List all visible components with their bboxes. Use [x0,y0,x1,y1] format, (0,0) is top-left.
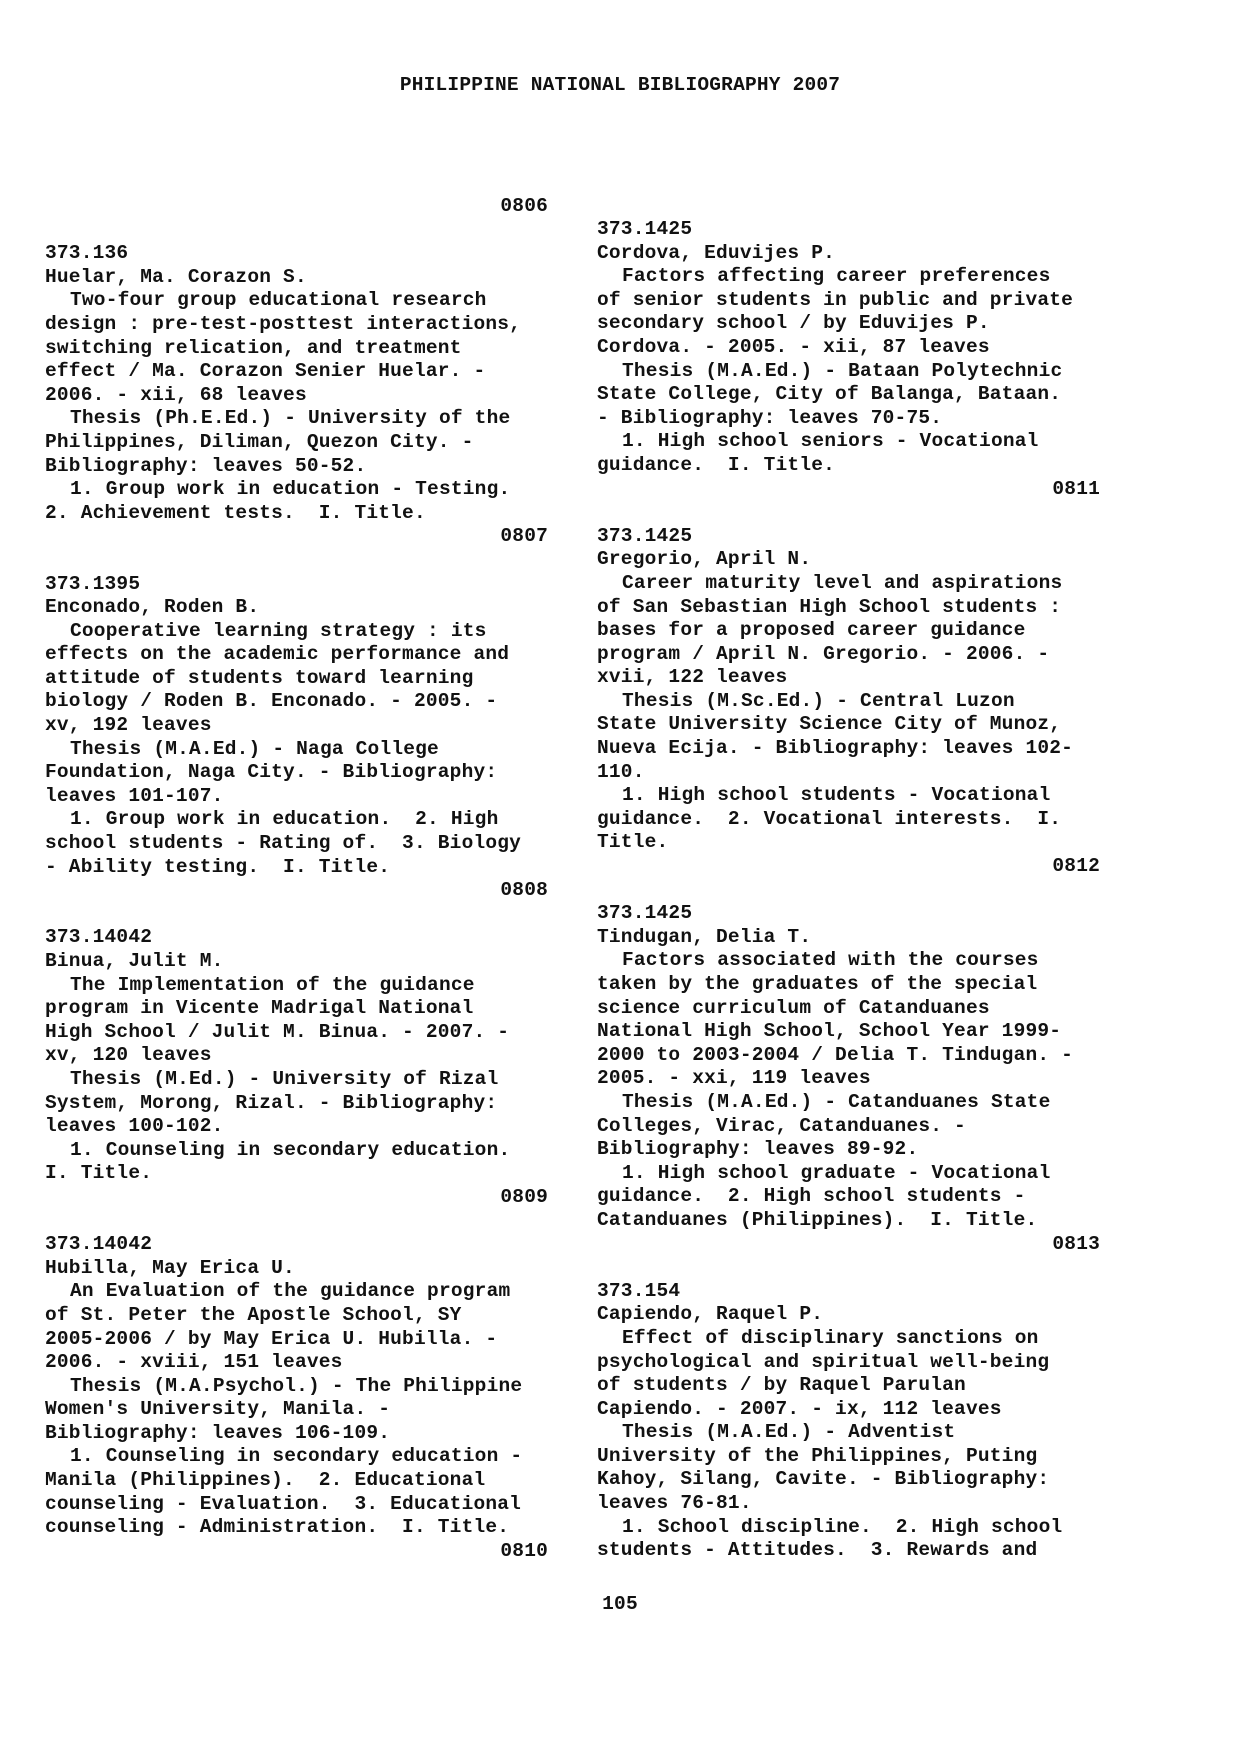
entry-line: science curriculum of Catanduanes [597,996,990,1019]
entry-line: counseling - Evaluation. 3. Educational [45,1492,522,1515]
entry-line: Women's University, Manila. - [45,1398,391,1421]
bibliography-entry [45,242,548,549]
bibliography-entry [597,218,1100,501]
entry-line: guidance. I. Title. [597,453,836,476]
entry-number: 0812 [1052,855,1100,878]
author-name: Tindugan, Delia T. [597,925,812,948]
entry-line: xv, 192 leaves [45,714,212,737]
entry-line: of students / by Raquel Parulan [597,1374,966,1397]
page-number: 105 [602,1593,638,1615]
entry-line: attitude of students toward learning [45,666,474,689]
entry-line: The Implementation of the guidance [70,973,475,996]
entry-line: 2005. - xxi, 119 leaves [597,1067,871,1090]
entry-line: National High School, School Year 1999- [597,1020,1062,1043]
entry-line: An Evaluation of the guidance program [70,1280,511,1303]
entry-line: leaves 101-107. [45,784,224,807]
author-name: Cordova, Eduvijes P. [597,241,836,264]
entry-line: switching relication, and treatment [45,336,462,359]
entry-line: effects on the academic performance and [45,643,510,666]
author-name: Binua, Julit M. [45,950,224,972]
entry-line: Factors associated with the courses [622,949,1039,972]
bibliography-entry [597,902,1100,1256]
entry-line: bases for a proposed career guidance [597,619,1026,642]
entry-line: psychological and spiritual well-being [597,1350,1050,1373]
entry-line: 1. School discipline. 2. High school [622,1515,1063,1538]
entry-line: Factors affecting career preferences [622,265,1051,288]
entry-line: 1. High school seniors - Vocational [622,430,1039,453]
left-entries [45,242,548,1563]
entry-line: Philippines, Diliman, Quezon City. - [45,430,474,453]
bibliography-entry [597,525,1100,879]
entry-number: 0806 [500,195,548,217]
entry-line: effect / Ma. Corazon Senier Huelar. - [45,360,486,383]
call-number: 373.1425 [597,902,693,925]
bibliography-entry [45,1233,548,1563]
bibliography-entry [45,926,548,1209]
author-name: Hubilla, May Erica U. [45,1256,295,1279]
call-number: 373.154 [597,1279,681,1302]
call-number: 373.14042 [45,926,153,949]
entry-line: Effect of disciplinary sanctions on [622,1326,1039,1349]
entry-line: 1. High school students - Vocational [622,784,1051,807]
entry-line: - Bibliography: leaves 70-75. [597,406,943,429]
entry-line: 1. Group work in education - Testing. [70,478,511,501]
call-number: 373.136 [45,242,129,265]
entry-line: Two-four group educational research [70,289,487,312]
entry-line: program / April N. Gregorio. - 2006. - [597,642,1050,665]
entry-line: students - Attitudes. 3. Rewards and [597,1539,1038,1562]
entry-line: I. Title. [45,1162,153,1185]
author-name: Gregorio, April N. [597,548,812,571]
entry-line: Thesis (M.A.Ed.) - Naga College [70,737,439,760]
entry-line: Bibliography: leaves 50-52. [45,454,367,477]
entry-line: Bibliography: leaves 89-92. [597,1138,919,1161]
entry-line: leaves 76-81. [597,1492,752,1515]
page-header: PHILIPPINE NATIONAL BIBLIOGRAPHY 2007 [399,74,841,96]
left-column [45,195,548,1563]
bibliography-entry [45,573,548,903]
entry-line: 2. Achievement tests. I. Title. [45,501,426,524]
entry-line: of San Sebastian High School students : [597,595,1062,618]
entry-line: of St. Peter the Apostle School, SY [45,1303,462,1326]
entry-line: program in Vicente Madrigal National [45,997,474,1020]
entry-line: 2000 to 2003-2004 / Delia T. Tindugan. - [597,1043,1074,1066]
entry-line: secondary school / by Eduvijes P. [597,312,990,335]
entry-line: 1. Group work in education. 2. High [70,808,499,831]
author-name: Enconado, Roden B. [45,596,260,619]
entry-line: 110. [597,760,645,783]
entry-line: Kahoy, Silang, Cavite. - Bibliography: [597,1468,1050,1491]
right-column [597,218,1100,1563]
entry-line: 1. High school graduate - Vocational [622,1161,1051,1184]
entry-line: 2005-2006 / by May Erica U. Hubilla. - [45,1327,498,1350]
entry-number: 0807 [500,525,548,548]
entry-line: of senior students in public and private [597,288,1074,311]
entry-line: - Ability testing. I. Title. [45,855,391,878]
entry-line: State College, City of Balanga, Bataan. [597,383,1062,406]
entry-line: xvii, 122 leaves [597,666,788,689]
entry-line: Catanduanes (Philippines). I. Title. [597,1208,1038,1231]
entry-line: counseling - Administration. I. Title. [45,1516,510,1539]
entry-line: Thesis (Ph.E.Ed.) - University of the [70,407,511,430]
entry-number: 0811 [1052,477,1100,500]
entry-line: xv, 120 leaves [45,1044,212,1067]
entry-line: Bibliography: leaves 106-109. [45,1421,391,1444]
call-number: 373.1395 [45,572,141,595]
entry-line: Capiendo. - 2007. - ix, 112 leaves [597,1397,1002,1420]
call-number: 373.1425 [597,218,693,240]
entry-line: University of the Philippines, Puting [597,1444,1038,1467]
entry-number: 0809 [500,1185,548,1208]
entry-line: Foundation, Naga City. - Bibliography: [45,761,498,784]
entry-line: 2006. - xviii, 151 leaves [45,1351,343,1374]
call-number: 373.14042 [45,1233,153,1256]
entry-line: taken by the graduates of the special [597,973,1038,995]
entry-line: guidance. 2. Vocational interests. I. [597,807,1062,830]
entry-line: High School / Julit M. Binua. - 2007. - [45,1020,510,1043]
entry-number: 0810 [500,1539,548,1562]
entry-line: Manila (Philippines). 2. Educational [45,1469,486,1492]
bibliography-entry [597,1280,1100,1563]
entry-line: school students - Rating of. 3. Biology [45,832,522,855]
entry-line: 1. Counseling in secondary education - [70,1445,523,1468]
entry-number: 0813 [1052,1232,1100,1255]
entry-line: biology / Roden B. Enconado. - 2005. - [45,690,498,713]
entry-line: Career maturity level and aspirations [622,571,1063,594]
entry-line: Nueva Ecija. - Bibliography: leaves 102- [597,737,1074,760]
entry-line: Thesis (M.A.Ed.) - Bataan Polytechnic [622,359,1063,382]
entry-line: Cooperative learning strategy : its [70,619,487,642]
entry-line: design : pre-test-posttest interactions, [45,312,522,335]
entry-line: Thesis (M.A.Psychol.) - The Philippine [70,1374,523,1397]
entry-line: 1. Counseling in secondary education. [70,1138,511,1161]
entry-line: 2006. - xii, 68 leaves [45,383,307,406]
call-number: 373.1425 [597,524,693,547]
entry-number: 0808 [500,879,548,902]
right-entries [597,218,1100,1563]
author-name: Huelar, Ma. Corazon S. [45,265,307,288]
entry-line: Thesis (M.Ed.) - University of Rizal [70,1067,499,1090]
entry-line: Thesis (M.A.Ed.) - Catanduanes State [622,1090,1051,1113]
entry-line: Cordova. - 2005. - xii, 87 leaves [597,335,990,358]
author-name: Capiendo, Raquel P. [597,1303,824,1326]
entry-line: Thesis (M.Sc.Ed.) - Central Luzon [622,689,1015,712]
entry-line: leaves 100-102. [45,1115,224,1138]
entry-line: guidance. 2. High school students - [597,1185,1026,1208]
entry-line: Thesis (M.A.Ed.) - Adventist [622,1421,956,1444]
entry-line: Colleges, Virac, Catanduanes. - [597,1114,966,1137]
entry-line: State University Science City of Munoz, [597,713,1062,736]
entry-line: System, Morong, Rizal. - Bibliography: [45,1091,498,1114]
entry-line: Title. [597,831,669,854]
